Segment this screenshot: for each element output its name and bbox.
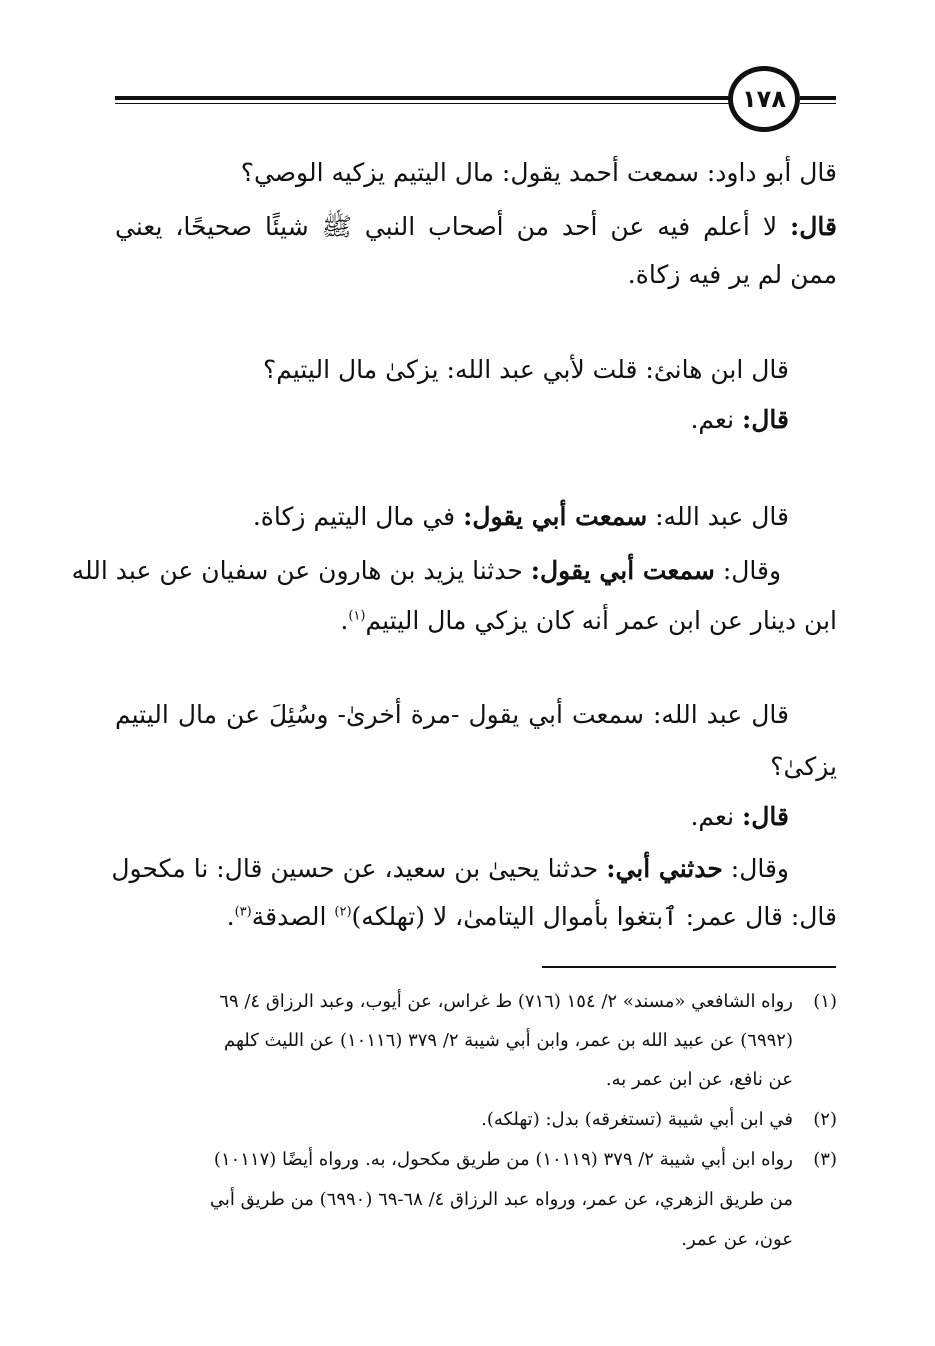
footnote-text: عون، عن عمر. xyxy=(681,1229,793,1250)
text-span: قال عبد الله: xyxy=(655,502,789,531)
footnote-line xyxy=(115,988,837,1016)
text-line xyxy=(115,802,837,832)
text-span: الصدقة xyxy=(251,902,335,931)
text-span: حدثنا يحيىٰ بن سعيد، عن حسين قال: نا مكحول xyxy=(111,854,599,883)
text-span-bold: سمعت أبي يقول: xyxy=(530,556,715,585)
footnote-ref[interactable]: (١) xyxy=(348,608,366,624)
text-span: قال عبد الله: سمعت أبي يقول -مرة أخرىٰ- وسُئِلَ عن مال اليتيم xyxy=(115,700,789,729)
text-span: لا أعلم فيه عن أحد من أصحاب النبي ﷺ شيئًا صحيحًا، يعني xyxy=(115,212,778,241)
text-span: . xyxy=(226,902,235,931)
footnote-text: رواه الشافعي «مسند» ٢/ ١٥٤ (٧١٦) ط غراس، عن أيوب، وعبد الرزاق ٤/ ٦٩ xyxy=(219,991,793,1012)
text-span: قال ابن هانئ: قلت لأبي عبد الله: يزكىٰ مال اليتيم؟ xyxy=(262,355,789,384)
footnote-line xyxy=(115,1106,837,1134)
text-span: قال أبو داود: سمعت أحمد يقول: مال اليتيم يزكيه الوصي؟ xyxy=(240,158,837,187)
header-rule-right xyxy=(800,96,836,100)
text-line xyxy=(111,854,837,884)
page-number: ١٧٨ xyxy=(728,66,800,132)
text-span: وقال: xyxy=(730,854,789,883)
text-line xyxy=(115,212,837,242)
text-span: في مال اليتيم زكاة. xyxy=(252,502,456,531)
footnote-text: من طريق الزهري، عن عمر، ورواه عبد الرزاق ٤/ ٦٨-٦٩ (٦٩٩٠) من طريق أبي xyxy=(209,1189,793,1210)
footnote-separator xyxy=(542,966,836,968)
text-line xyxy=(115,158,837,188)
text-line xyxy=(115,502,837,532)
text-span: نعم. xyxy=(690,802,735,831)
footnote-mark: (٢) xyxy=(813,1109,837,1130)
text-span: نعم. xyxy=(690,405,735,434)
speaker-label: قال: xyxy=(742,405,789,434)
text-line xyxy=(115,700,837,730)
text-span: . xyxy=(340,606,349,635)
text-line xyxy=(115,606,837,636)
header-rule xyxy=(115,96,730,100)
footnote-mark: (٣) xyxy=(813,1149,837,1170)
text-line xyxy=(115,355,837,385)
footnote-line xyxy=(115,1226,837,1254)
header-rule-right-thin xyxy=(800,103,836,104)
text-span: وقال: xyxy=(722,556,782,585)
text-span: حدثنا يزيد بن هارون عن سفيان عن عبد الله xyxy=(71,556,523,585)
text-span: قال: قال عمر: ٱبتغوا بأموال اليتامىٰ، لا (تهلكه) xyxy=(351,902,837,931)
footnote-text: (٦٩٩٢) عن عبيد الله بن عمر، وابن أبي شيبة ٢/ ٣٧٩ (١٠١١٦) عن الليث كلهم xyxy=(223,1030,793,1051)
text-span: يزكىٰ؟ xyxy=(770,752,837,781)
speaker-label: قال: xyxy=(742,802,789,831)
footnote-text: في ابن أبي شيبة (تستغرقه) بدل: (تهلكه). xyxy=(481,1109,793,1130)
footnote-text: عن نافع، عن ابن عمر به. xyxy=(605,1069,793,1090)
footnote-text: رواه ابن أبي شيبة ٢/ ٣٧٩ (١٠١١٩) من طريق مكحول، به. ورواه أيضًا (١٠١١٧) xyxy=(213,1149,793,1170)
text-line xyxy=(115,902,837,932)
text-line xyxy=(115,752,837,782)
text-line xyxy=(115,405,837,435)
text-span-bold: حدثني أبي: xyxy=(606,854,723,883)
text-span: ممن لم ير فيه زكاة. xyxy=(627,260,837,289)
footnote-line xyxy=(115,1146,837,1174)
text-span: ابن دينار عن ابن عمر أنه كان يزكي مال اليتيم xyxy=(365,606,837,635)
text-line xyxy=(115,260,837,290)
footnote-line xyxy=(115,1066,837,1094)
header-rule-thin xyxy=(115,103,730,104)
text-line xyxy=(71,556,837,586)
text-span-bold: سمعت أبي يقول: xyxy=(463,502,648,531)
footnote-line xyxy=(115,1027,837,1055)
footnote-ref[interactable]: (٢) xyxy=(334,904,352,920)
footnote-ref[interactable]: (٣) xyxy=(234,904,252,920)
footnote-mark: (١) xyxy=(813,991,837,1012)
speaker-label: قال: xyxy=(790,212,837,241)
footnote-line xyxy=(115,1186,837,1214)
